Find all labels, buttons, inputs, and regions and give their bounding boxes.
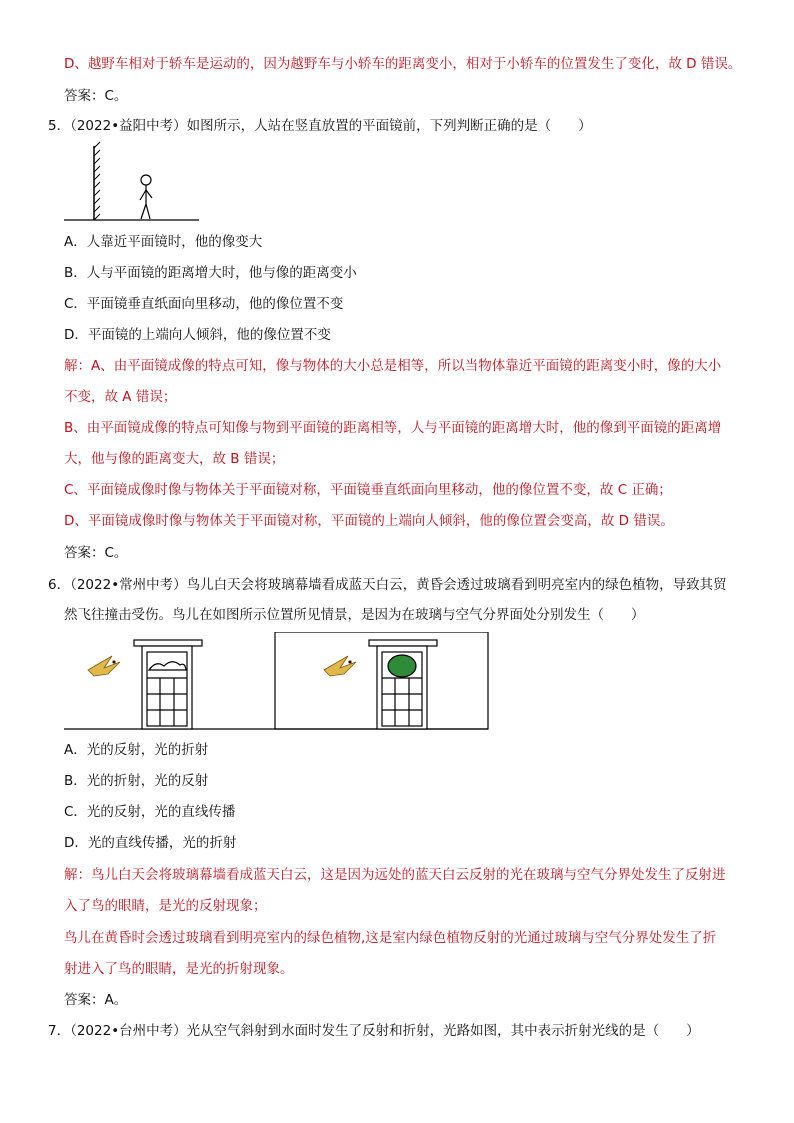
q6-answer: 答案：A。	[64, 992, 128, 1008]
q5-option-c: C．平面镜垂直纸面向里移动，他的像位置不变	[64, 296, 344, 312]
q6-solution-line-4: 射进入了鸟的眼睛，是光的折射现象。	[64, 961, 294, 977]
daytime-window	[134, 640, 202, 729]
q5-option-b: B．人与平面镜的距离增大时，他与像的距离变小	[64, 265, 357, 281]
q6-bird-window-figure	[64, 632, 494, 734]
q6-solution-line-2: 入了鸟的眼睛，是光的反射现象；	[64, 898, 267, 914]
q5-solution-line-3: B、由平面镜成像的特点可知像与物到平面镜的距离相等，人与平面镜的距离增大时，他的像到平面镜的距离增	[64, 420, 722, 436]
q6-option-b: B．光的折射，光的反射	[64, 773, 209, 789]
bird-right-icon	[324, 656, 356, 676]
q5-solution-line-5: C、平面镜成像时像与物体关于平面镜对称，平面镜垂直纸面向里移动，他的像位置不变，故 C 正确；	[64, 482, 672, 498]
prev-answer: 答案：C。	[64, 88, 128, 104]
q5-solution-line-6: D、平面镜成像时像与物体关于平面镜对称，平面镜的上端向人倾斜，他的像位置会变高，故 D 错误。	[64, 513, 674, 529]
q6-option-a: A．光的反射，光的折射	[64, 742, 209, 758]
evening-window	[369, 640, 437, 729]
q5-stem: 5．（2022•益阳中考）如图所示，人站在竖直放置的平面镜前，下列判断正确的是（ ）	[48, 118, 592, 134]
q6-solution-line-3: 鸟儿在黄昏时会透过玻璃看到明亮室内的绿色植物,这是室内绿色植物反射的光通过玻璃与空气分界处发生了折	[64, 930, 717, 946]
q5-answer: 答案：C。	[64, 545, 128, 561]
q5-solution-line-4: 大，他与像的距离变大，故 B 错误；	[64, 451, 285, 467]
q5-solution-line-1: 解：A、由平面镜成像的特点可知，像与物体的大小总是相等，所以当物体靠近平面镜的距离变小时，像的大小	[64, 358, 722, 374]
bird-left-icon	[88, 656, 120, 676]
person-figure	[140, 175, 152, 219]
q5-option-a: A．人靠近平面镜时，他的像变大	[64, 234, 263, 250]
q5-solution-line-2: 不变，故 A 错误；	[64, 389, 177, 405]
q6-option-d: D．光的直线传播，光的折射	[64, 835, 237, 851]
q6-stem-line-1: 6．（2022•常州中考）鸟儿白天会将玻璃幕墙看成蓝天白云，黄昏会透过玻璃看到明亮室内的绿色植物，导致其贸	[48, 577, 727, 593]
q7-stem: 7．（2022•台州中考）光从空气斜射到水面时发生了反射和折射，光路如图，其中表示折射光线的是（ ）	[48, 1023, 700, 1039]
q6-option-c: C．光的反射，光的直线传播	[64, 804, 236, 820]
prev-option-d-explanation: D、越野车相对于轿车是运动的，因为越野车与小轿车的距离变小，相对于小轿车的位置发生了变化，故 D 错误。	[64, 56, 742, 72]
q6-stem-line-2: 然飞往撞击受伤。鸟儿在如图所示位置所见情景，是因为在玻璃与空气分界面处分别发生（ ）	[64, 607, 645, 623]
green-plant-icon	[388, 655, 416, 677]
q5-mirror-figure	[64, 140, 204, 224]
q5-option-d: D．平面镜的上端向人倾斜，他的像位置不变	[64, 327, 331, 343]
q6-solution-line-1: 解：鸟儿白天会将玻璃幕墙看成蓝天白云，这是因为远处的蓝天白云反射的光在玻璃与空气分界处发生了反射进	[64, 867, 726, 883]
